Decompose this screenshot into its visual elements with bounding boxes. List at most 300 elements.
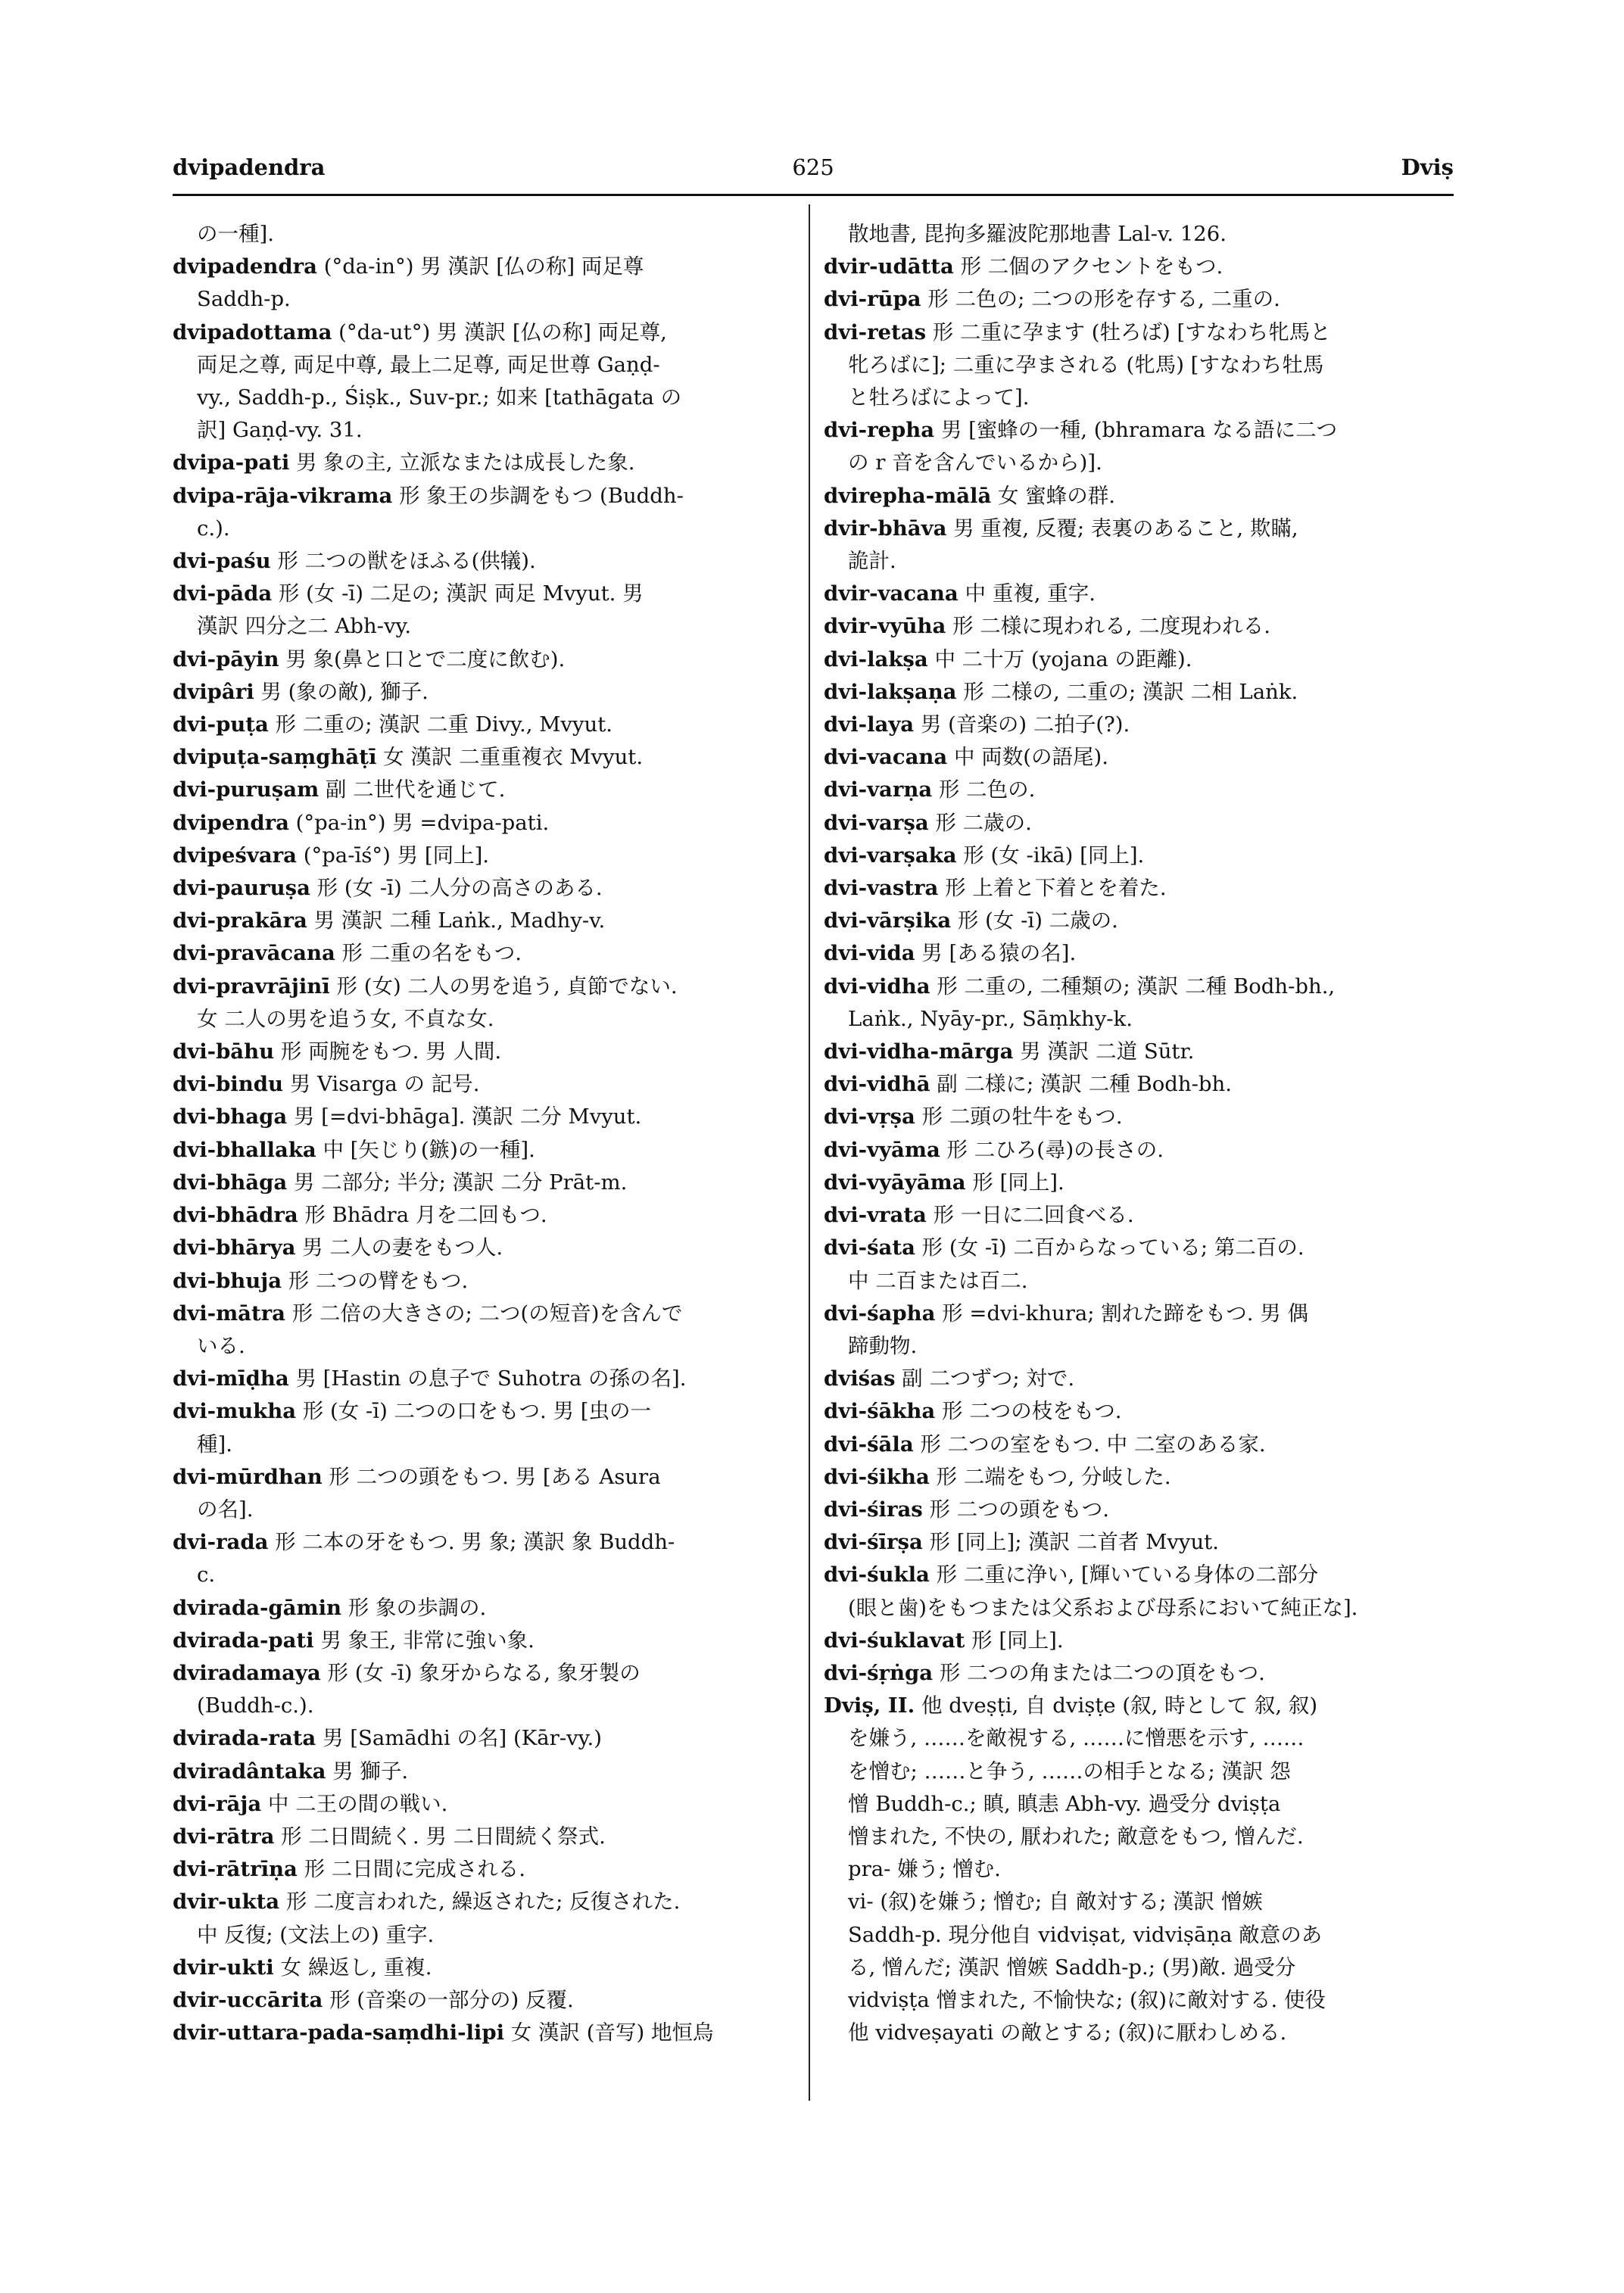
headword: dvi-puruṣam (173, 777, 320, 802)
dictionary-line (173, 1265, 795, 1298)
dictionary-line (824, 1559, 1454, 1591)
definition-text: 形 上着と下着とを着た. (938, 876, 1167, 901)
dictionary-line (173, 1494, 795, 1526)
dictionary-line (173, 1821, 795, 1853)
dictionary-line (173, 1592, 795, 1625)
headword: dvi-śuklavat (824, 1628, 965, 1653)
headword: dvirada-gāmin (173, 1595, 342, 1620)
dictionary-line (824, 1330, 1454, 1363)
dictionary-line (173, 1232, 795, 1264)
headword: dvi-mūrdhan (173, 1464, 323, 1489)
dictionary-line (173, 1559, 795, 1591)
headword: dvi-vṛṣa (824, 1104, 915, 1129)
dictionary-line (824, 1298, 1454, 1330)
definition-text: 形 二色の. (932, 777, 1036, 802)
dictionary-line (824, 1101, 1454, 1133)
dictionary-line (824, 1036, 1454, 1068)
definition-text: c. (197, 1562, 216, 1587)
headword: dvipa-pati (173, 450, 290, 475)
definition-text: 形 二つの枝をもつ. (935, 1399, 1122, 1424)
dictionary-line (173, 382, 795, 414)
definition-text: Saddh-p. (197, 287, 291, 312)
definition-text: 形 (女 -ī) 二百からなっている; 第二百の. (915, 1235, 1304, 1260)
definition-text: 形 二つの獣をほふる(供犠). (270, 549, 536, 574)
definition-text: 両足之尊, 両足中尊, 最上二足尊, 両足世尊 Gaṇḍ- (197, 352, 660, 377)
headword: dvi-śapha (824, 1301, 936, 1326)
dictionary-line (824, 1592, 1454, 1625)
dictionary-line (824, 1265, 1454, 1298)
headword: dvi-bhaga (173, 1104, 288, 1129)
headword: dvi-laya (824, 712, 915, 737)
headword: dvi-retas (824, 319, 927, 344)
definition-text: 男 象王, 非常に強い象. (313, 1628, 535, 1653)
headword: dvi-śiras (824, 1497, 923, 1522)
headword: dvir-ukti (173, 1955, 274, 1980)
definition-text: 形 二個のアクセントをもつ. (953, 254, 1223, 279)
dictionary-line (173, 970, 795, 1003)
dictionary-line (824, 676, 1454, 709)
headword: dvi-vidhā (824, 1072, 930, 1097)
headword: dvi-lakṣa (824, 646, 928, 671)
dictionary-line (824, 1984, 1454, 2017)
definition-text: 他 vidveṣayati の敵とする; (叙)に厭わしめる. (848, 2020, 1287, 2045)
definition-text: いる. (197, 1333, 245, 1358)
definition-text: 形 [同上]. (965, 1628, 1064, 1653)
definition-text: 漢訳 四分之二 Abh-vy. (197, 614, 412, 639)
definition-text: 中 両数(の語尾). (947, 745, 1108, 770)
definition-text: 男 (音楽の) 二拍子(?). (914, 712, 1130, 737)
dictionary-line (824, 709, 1454, 741)
headword: dvi-prakāra (173, 908, 307, 933)
dictionary-line (824, 512, 1454, 545)
definition-text: vidviṣṭa 憎まれた, 不愉快な; (叙)に敵対する. 使役 (848, 1987, 1326, 2012)
headword: dvi-varṇa (824, 777, 933, 802)
dictionary-line (824, 1003, 1454, 1036)
dictionary-line (824, 1428, 1454, 1461)
dictionary-line (824, 1461, 1454, 1494)
dictionary-line (173, 610, 795, 643)
definition-text: Saddh-p. 現分他自 vidviṣat, vidviṣāṇa 敵意のあ (848, 1922, 1323, 1947)
dictionary-line (173, 1134, 795, 1167)
headword: dvi-bhallaka (173, 1137, 316, 1162)
headword: dvipuṭa-saṃghāṭī (173, 745, 377, 770)
headword: dvi-rātrīṇa (173, 1857, 298, 1882)
dictionary-line (173, 709, 795, 741)
dictionary-line (824, 774, 1454, 806)
headword: dvi-bhuja (173, 1268, 282, 1293)
dictionary-line (173, 1363, 795, 1395)
dictionary-line (173, 1461, 795, 1494)
definition-text: 形 両腕をもつ. 男 人間. (274, 1039, 502, 1064)
definition-text: 憎まれた, 不快の, 厭われた; 敵意をもつ, 憎んだ. (848, 1824, 1304, 1849)
dictionary-line (824, 1788, 1454, 1821)
dictionary-line (173, 2017, 795, 2049)
dictionary-line (824, 349, 1454, 382)
definition-text: (眼と歯)をもつまたは父系および母系において純正な]. (848, 1595, 1358, 1620)
dictionary-line (824, 643, 1454, 676)
headword: dvi-bhārya (173, 1235, 296, 1260)
definition-text: 女 漢訳 (音写) 地恒烏 (504, 2020, 714, 2045)
dictionary-line (173, 872, 795, 905)
headword: dvi-mīḍha (173, 1366, 289, 1391)
headword: dvi-pāda (173, 581, 273, 606)
definition-text: 形 二色の; 二つの形を存する, 二重の. (921, 287, 1280, 312)
left-column (173, 218, 795, 2103)
definition-text: 女 二人の男を追う女, 不貞な女. (197, 1006, 494, 1031)
definition-text: 中 重複, 重字. (958, 581, 1096, 606)
definition-text: 訳] Gaṇḍ-vy. 31. (197, 418, 363, 443)
definition-text: 形 (音楽の一部分の) 反覆. (323, 1987, 574, 2012)
headword: dvi-rātra (173, 1824, 275, 1849)
headword: dvi-vida (824, 941, 915, 966)
definition-text: 蹄動物. (848, 1333, 918, 1358)
dictionary-line (173, 1788, 795, 1821)
definition-text: 中 反復; (文法上の) 重字. (197, 1922, 435, 1947)
headword: Dviṣ, II. (824, 1693, 915, 1718)
headword: dvipâri (173, 679, 254, 704)
dictionary-line (173, 774, 795, 806)
headword: dvi-śīrṣa (824, 1530, 923, 1555)
definition-text: 男 重複, 反覆; 表裏のあること, 欺瞞, (946, 516, 1298, 541)
headword: dvi-mukha (173, 1399, 297, 1424)
dictionary-line (173, 840, 795, 872)
definition-text: 女 繰返し, 重複. (273, 1955, 432, 1980)
headword: dvipadottama (173, 319, 332, 344)
headword: dvi-puṭa (173, 712, 269, 737)
dictionary-line (824, 2017, 1454, 2049)
dictionary-line (824, 1395, 1454, 1428)
dictionary-line (173, 643, 795, 676)
headword: dvi-lakṣaṇa (824, 679, 957, 704)
dictionary-line (824, 1756, 1454, 1788)
definition-text: 種]. (197, 1432, 232, 1456)
definition-text: の一種]. (197, 222, 274, 246)
definition-text: 形 [同上]; 漢訳 二首者 Mvyut. (922, 1530, 1219, 1555)
definition-text: (°pa-īś°) 男 [同上]. (296, 843, 490, 868)
column-divider (809, 204, 810, 2101)
dictionary-line (173, 349, 795, 382)
dictionary-line (173, 1886, 795, 1918)
dictionary-line (173, 741, 795, 774)
dictionary-line (824, 1821, 1454, 1853)
headword: dvipa-rāja-vikrama (173, 483, 393, 508)
definition-text: 男 [蜜蜂の一種, (bhramara なる語に二つ (934, 418, 1338, 443)
dictionary-line (824, 741, 1454, 774)
dictionary-line (824, 1625, 1454, 1657)
dictionary-line (173, 1984, 795, 2017)
dictionary-line (824, 480, 1454, 512)
headword: dvi-vārṣika (824, 908, 952, 933)
headword: dvi-pravācana (173, 941, 335, 966)
headword: dvirepha-mālā (824, 483, 992, 508)
headword: dvi-pāyin (173, 646, 279, 671)
definition-text: 男 [ある猿の名]. (915, 941, 1077, 966)
dictionary-line (824, 807, 1454, 840)
right-column (824, 218, 1454, 2103)
dictionary-line (173, 480, 795, 512)
dictionary-line (173, 283, 795, 316)
headword: dvi-bāhu (173, 1039, 275, 1064)
dictionary-line (173, 1690, 795, 1722)
definition-text: 形 一日に二回食べる. (926, 1203, 1134, 1228)
definition-text: (Buddh-c.). (197, 1693, 314, 1718)
dictionary-line (824, 840, 1454, 872)
dictionary-line (824, 970, 1454, 1003)
dictionary-line (824, 1167, 1454, 1199)
dictionary-line (173, 676, 795, 709)
definition-text: 男 (象の敵), 獅子. (254, 679, 429, 704)
headword: dvi-śikha (824, 1464, 930, 1489)
dictionary-line (824, 316, 1454, 349)
definition-text: 中 二十万 (yojana の距離). (927, 646, 1192, 671)
headword: dvi-vyāyāma (824, 1170, 966, 1195)
dictionary-line (173, 1919, 795, 1952)
definition-text: (°pa-in°) 男 =dvipa-pati. (288, 810, 550, 835)
dictionary-line (824, 1494, 1454, 1526)
definition-text: の名]. (197, 1497, 254, 1522)
definition-text: 形 二様の, 二重の; 漢訳 二相 Laṅk. (956, 679, 1298, 704)
headword: dvirada-pati (173, 1628, 314, 1653)
definition-text: (°da-ut°) 男 漢訳 [仏の称] 両足尊, (332, 319, 667, 344)
headword: dvi-rāja (173, 1791, 262, 1816)
dictionary-line (173, 1003, 795, 1036)
headword: dvir-udātta (824, 254, 954, 279)
dictionary-line (824, 1657, 1454, 1690)
definition-text: 副 二世代を通じて. (319, 777, 506, 802)
definition-text: 形 二つの頭をもつ. 男 [ある Asura (322, 1464, 661, 1489)
definition-text: 他 dveṣṭi, 自 dviṣṭe (叙, 時として 叙, 叙) (915, 1693, 1318, 1718)
headword: dvi-varṣa (824, 810, 929, 835)
dictionary-line (173, 218, 795, 251)
definition-text: 形 象王の歩調をもつ (Buddh- (392, 483, 684, 508)
dictionary-line (173, 1657, 795, 1690)
dictionary-line (824, 382, 1454, 414)
definition-text: (°da-in°) 男 漢訳 [仏の称] 両足尊 (316, 254, 644, 279)
dictionary-line (173, 1756, 795, 1788)
definition-text: 男 二人の妻をもつ人. (295, 1235, 503, 1260)
dictionary-line (824, 872, 1454, 905)
definition-text: 形 二重に孕ます (牡ろば) [すなわち牝馬と (926, 319, 1331, 344)
definition-text: 形 二つの頭をもつ. (922, 1497, 1110, 1522)
dictionary-line (824, 414, 1454, 447)
headword: dvi-pravrājinī (173, 974, 330, 999)
headword: dvi-pauruṣa (173, 876, 310, 901)
dictionary-line (173, 251, 795, 283)
dictionary-line (173, 1395, 795, 1428)
dictionary-line (173, 1167, 795, 1199)
dictionary-line (173, 807, 795, 840)
dictionary-line (173, 1526, 795, 1559)
dictionary-line (824, 905, 1454, 937)
dictionary-line (824, 545, 1454, 578)
headword: dvi-paśu (173, 549, 271, 574)
definition-text: vi- (叙)を嫌う; 憎む; 自 敵対する; 漢訳 憎嫉 (848, 1890, 1263, 1914)
headword: dvi-bhāga (173, 1170, 288, 1195)
definition-text: 散地書, 毘拘多羅波陀那地書 Lal-v. 126. (848, 222, 1227, 246)
page-number: 625 (792, 154, 834, 180)
definition-text: c.). (197, 516, 230, 541)
dictionary-line (824, 218, 1454, 251)
headword: dvi-śukla (824, 1562, 930, 1587)
headword: dvir-ukta (173, 1890, 280, 1914)
dictionary-line (824, 1919, 1454, 1952)
dictionary-line (173, 1101, 795, 1133)
definition-text: を嫌う, ……を敵視する, ……に憎悪を示す, …… (848, 1726, 1304, 1751)
headword: dvi-mātra (173, 1301, 285, 1326)
definition-text: pra- 嫌う; 憎む. (848, 1857, 1001, 1882)
definition-text: 詭計. (848, 549, 896, 574)
headword: dviradântaka (173, 1759, 326, 1784)
definition-text: 形 二日間続く. 男 二日間続く祭式. (274, 1824, 606, 1849)
definition-text: 形 二端をもつ, 分岐した. (929, 1464, 1171, 1489)
definition-text: 形 [同上]. (965, 1170, 1064, 1195)
headword: dvi-rūpa (824, 287, 921, 312)
headword: dvi-śṛṅga (824, 1660, 934, 1685)
definition-text: 形 二歳の. (928, 810, 1032, 835)
headword: dvirada-rata (173, 1726, 316, 1751)
headword: dvir-vacana (824, 581, 959, 606)
dictionary-line (173, 905, 795, 937)
definition-text: 形 二日間に完成される. (297, 1857, 526, 1882)
headword: dvir-vyūha (824, 614, 946, 639)
definition-text: 形 二本の牙をもつ. 男 象; 漢訳 象 Buddh- (268, 1530, 675, 1555)
definition-text: 形 (女 -ikā) [同上]. (956, 843, 1145, 868)
dictionary-line (173, 316, 795, 349)
left-guide-word: dvipadendra (173, 154, 326, 180)
dictionary-line (173, 1330, 795, 1363)
definition-text: 形 二度言われた, 繰返された; 反復された. (279, 1890, 681, 1914)
definition-text: 形 Bhādra 月を二回もつ. (298, 1203, 547, 1228)
definition-text: を憎む; ……と争う, ……の相手となる; 漢訳 怨 (848, 1759, 1291, 1784)
headword: dvi-vastra (824, 876, 939, 901)
definition-text: 男 獅子. (326, 1759, 409, 1784)
dictionary-line (824, 1134, 1454, 1167)
dictionary-line (824, 1199, 1454, 1232)
dictionary-line (173, 1199, 795, 1232)
headword: dvi-vyāma (824, 1137, 940, 1162)
dictionary-line (173, 1068, 795, 1101)
headword: dvi-śāla (824, 1432, 914, 1456)
dictionary-line (173, 447, 795, 479)
definition-text: 男 漢訳 二種 Laṅk., Madhy-v. (307, 908, 606, 933)
dictionary-line (824, 1363, 1454, 1395)
headword: dvi-vacana (824, 745, 948, 770)
dictionary-line (173, 414, 795, 447)
definition-text: 女 漢訳 二重重複衣 Mvyut. (376, 745, 644, 770)
dictionary-line (173, 1952, 795, 1984)
dictionary-line (173, 1428, 795, 1461)
definition-text: 形 二つの角または二つの頂をもつ. (933, 1660, 1265, 1685)
definition-text: 形 二ひろ(尋)の長さの. (940, 1137, 1164, 1162)
dictionary-line (824, 1952, 1454, 1984)
dictionary-line (824, 1690, 1454, 1722)
headword: dvi-bindu (173, 1072, 283, 1097)
dictionary-line (173, 1722, 795, 1755)
definition-text: 副 二つずつ; 対で. (895, 1366, 1075, 1391)
headword: dvipadendra (173, 254, 317, 279)
dictionary-line (824, 447, 1454, 479)
dictionary-line (824, 283, 1454, 316)
definition-text: 形 二重の名をもつ. (335, 941, 522, 966)
dictionary-line (824, 937, 1454, 970)
definition-text: 中 二王の間の戦い. (261, 1791, 448, 1816)
dictionary-line (824, 251, 1454, 283)
headword: dvi-rada (173, 1530, 269, 1555)
definition-text: 形 二つの室をもつ. 中 二室のある家. (913, 1432, 1266, 1456)
definition-text: 形 (女 -ī) 二歳の. (951, 908, 1118, 933)
dictionary-line (824, 1853, 1454, 1886)
definition-text: 形 =dvi-khura; 割れた蹄をもつ. 男 偶 (935, 1301, 1309, 1326)
definition-text: 中 二百または百二. (848, 1268, 1028, 1293)
definition-text: 女 蜜蜂の群. (991, 483, 1116, 508)
definition-text: と牡ろばによって]. (848, 385, 1030, 410)
headword: dvi-repha (824, 418, 935, 443)
headword: dvir-bhāva (824, 516, 947, 541)
headword: dviśas (824, 1366, 896, 1391)
definition-text: 形 (女 -ī) 二つの口をもつ. 男 [虫の一 (296, 1399, 651, 1424)
definition-text: 形 象の歩調の. (341, 1595, 487, 1620)
definition-text: 形 (女 -ī) 二人分の高さのある. (310, 876, 603, 901)
definition-text: 形 二重の, 二種類の; 漢訳 二種 Bodh-bh., (930, 974, 1336, 999)
headword: dvi-vrata (824, 1203, 927, 1228)
definition-text: 憎 Buddh-c.; 瞋, 瞋恚 Abh-vy. 過受分 dviṣṭa (848, 1791, 1281, 1816)
headword: dvi-bhādra (173, 1203, 298, 1228)
definition-text: 男 [Hastin の息子で Suhotra の孫の名]. (288, 1366, 687, 1391)
headword: dvipeśvara (173, 843, 297, 868)
definition-text: 形 二倍の大きさの; 二つ(の短音)を含んで (285, 1301, 683, 1326)
page-header (173, 151, 1454, 196)
definition-text: る, 憎んだ; 漢訳 憎嫉 Saddh-p.; (男)敵. 過受分 (848, 1955, 1296, 1980)
headword: dvi-vidha (824, 974, 930, 999)
definition-text: Laṅk., Nyāy-pr., Sāṃkhy-k. (848, 1006, 1133, 1031)
headword: dviradamaya (173, 1660, 321, 1685)
definition-text: vy., Saddh-p., Śiṣk., Suv-pr.; 如来 [tathāgata の (197, 385, 682, 410)
definition-text: 男 [=dvi-bhāga]. 漢訳 二分 Mvyut. (287, 1104, 642, 1129)
definition-text: 副 二様に; 漢訳 二種 Bodh-bh. (930, 1072, 1232, 1097)
definition-text: 形 (女) 二人の男を追う, 貞節でない. (329, 974, 678, 999)
right-guide-word: Dviṣ (1401, 154, 1454, 180)
definition-text: 形 二頭の牡牛をもつ. (915, 1104, 1123, 1129)
dictionary-line (173, 512, 795, 545)
dictionary-line (824, 1526, 1454, 1559)
dictionary-line (824, 1886, 1454, 1918)
headword: dvipendra (173, 810, 289, 835)
dictionary-line (824, 578, 1454, 610)
definition-text: 形 二つの臂をもつ. (282, 1268, 469, 1293)
definition-text: の r 音を含んでいるから)]. (848, 450, 1102, 475)
definition-text: 男 漢訳 二道 Sūtr. (1013, 1039, 1195, 1064)
definition-text: 男 象(鼻と口とで二度に飲む). (279, 646, 566, 671)
headword: dvi-varṣaka (824, 843, 957, 868)
definition-text: 形 二様に現われる, 二度現われる. (946, 614, 1271, 639)
dictionary-line (173, 578, 795, 610)
definition-text: 形 (女 -ī) 二足の; 漢訳 両足 Mvyut. 男 (272, 581, 644, 606)
dictionary-line (173, 1036, 795, 1068)
dictionary-line (824, 1232, 1454, 1264)
definition-text: 形 二重に浄い, [輝いている身体の二部分 (929, 1562, 1319, 1587)
dictionary-line (824, 610, 1454, 643)
dictionary-line (173, 545, 795, 578)
definition-text: 男 二部分; 半分; 漢訳 二分 Prāt-m. (287, 1170, 628, 1195)
headword: dvi-śākha (824, 1399, 936, 1424)
headword: dvi-vidha-mārga (824, 1039, 1014, 1064)
definition-text: 形 二重の; 漢訳 二重 Divy., Mvyut. (268, 712, 613, 737)
dictionary-line (173, 1298, 795, 1330)
dictionary-line (824, 1068, 1454, 1101)
headword: dvir-uttara-pada-saṃdhi-lipi (173, 2020, 505, 2045)
definition-text: 形 (女 -ī) 象牙からなる, 象牙製の (320, 1660, 641, 1685)
headword: dvi-śata (824, 1235, 915, 1260)
